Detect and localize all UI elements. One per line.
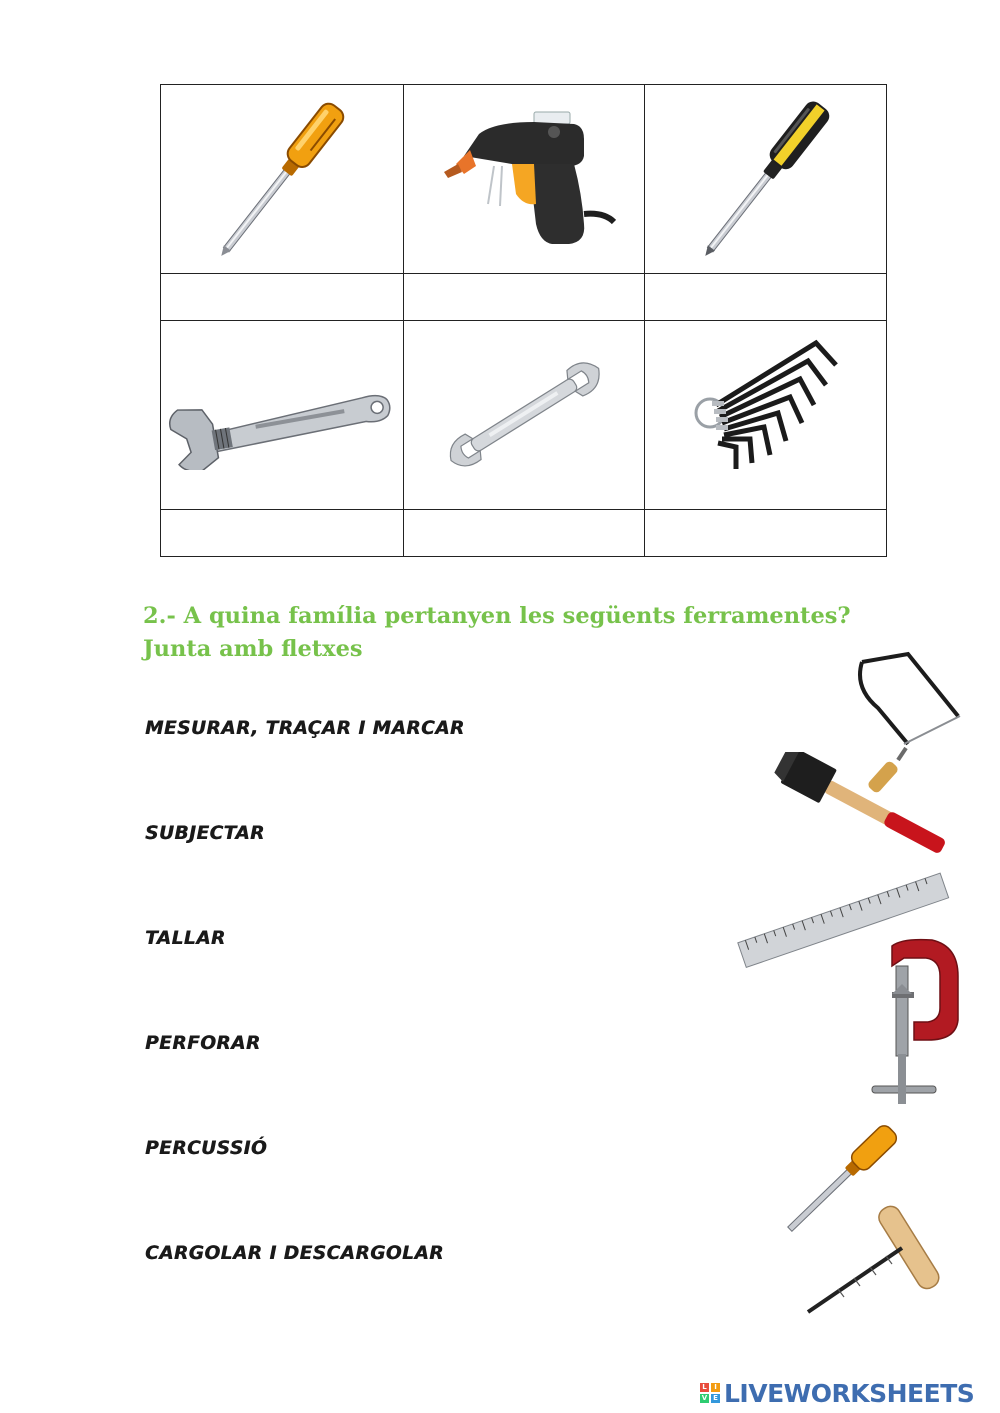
answer-input-3[interactable] (654, 280, 878, 314)
answer-input-1[interactable] (170, 280, 394, 314)
cell-glue-gun (403, 85, 645, 274)
allen-key-set-icon (666, 335, 866, 495)
answer-input-6[interactable] (654, 516, 878, 550)
question-line-2: Junta amb fletxes (143, 636, 363, 662)
answer-input-5[interactable] (412, 516, 636, 550)
hammer-icon[interactable] (772, 752, 952, 864)
answer-cell (403, 510, 645, 557)
brand-logo-icon (700, 1383, 720, 1403)
cell-adjustable-wrench (161, 321, 404, 510)
brand-text: LIVEWORKSHEETS (724, 1378, 975, 1408)
adjustable-wrench-icon (164, 360, 400, 470)
answer-cell (645, 510, 887, 557)
answer-input-4[interactable] (170, 516, 394, 550)
tools-image-row-1 (161, 85, 887, 274)
flat-screwdriver-icon (182, 94, 382, 264)
cell-phillips-screwdriver (645, 85, 887, 274)
family-label-hold[interactable]: SUBJECTAR (145, 823, 265, 844)
family-label-screw[interactable]: CARGOLAR I DESCARGOLAR (145, 1243, 444, 1264)
cell-flat-screwdriver (161, 85, 404, 274)
phillips-screwdriver-icon (666, 94, 866, 264)
glue-gun-icon (424, 94, 624, 264)
answer-cell (645, 274, 887, 321)
logo-letter: I (711, 1383, 720, 1392)
cell-open-end-wrench (403, 321, 645, 510)
answer-input-2[interactable] (412, 280, 636, 314)
family-label-measure[interactable]: MESURAR, TRAÇAR I MARCAR (145, 718, 465, 739)
c-clamp-icon[interactable] (872, 940, 958, 1104)
tools-answer-row-2 (161, 510, 887, 557)
family-label-drill[interactable]: PERFORAR (145, 1033, 261, 1054)
tools-answer-row-1 (161, 274, 887, 321)
answer-cell (161, 274, 404, 321)
gimlet-icon[interactable] (808, 1203, 943, 1312)
answer-cell (403, 274, 645, 321)
question-heading (143, 600, 923, 666)
question-line-1: 2.- A quina família pertanyen les següents ferramentes? (143, 603, 851, 629)
answer-cell (161, 510, 404, 557)
tools-image-row-2 (161, 321, 887, 510)
open-end-wrench-icon (424, 350, 624, 480)
tools-table (160, 84, 887, 557)
logo-letter: L (700, 1383, 709, 1392)
family-label-percussion[interactable]: PERCUSSIÓ (145, 1138, 268, 1159)
liveworksheets-brand[interactable] (700, 1377, 995, 1409)
family-label-cut[interactable]: TALLAR (145, 928, 226, 949)
logo-letter: E (711, 1394, 720, 1403)
logo-letter: V (701, 1394, 708, 1402)
cell-allen-key-set (645, 321, 887, 510)
